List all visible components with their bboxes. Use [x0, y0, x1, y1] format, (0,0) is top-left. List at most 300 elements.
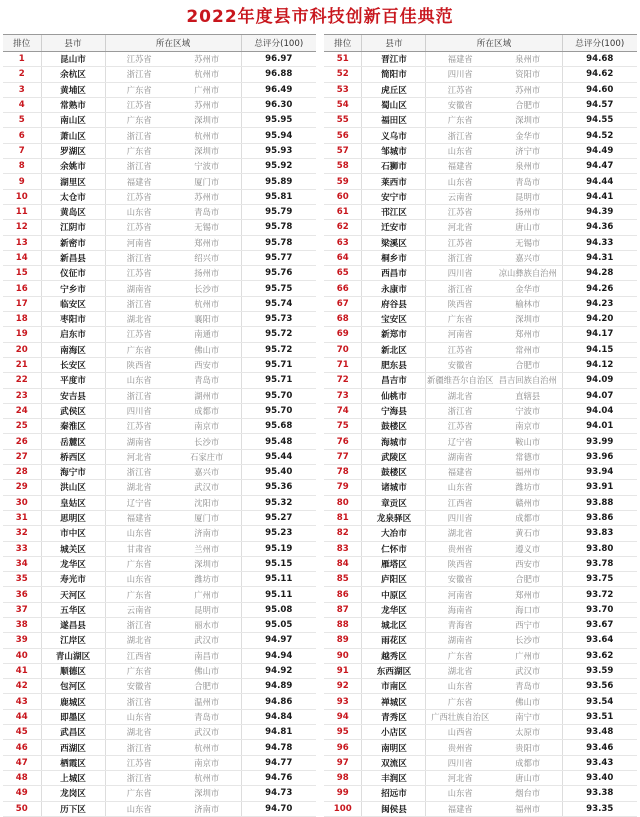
city-cell: 杭州市 — [173, 740, 241, 755]
rank-cell: 63 — [324, 235, 362, 250]
header-region: 所在区域 — [105, 35, 241, 52]
rank-cell: 15 — [3, 266, 41, 281]
county-name-cell: 洪山区 — [41, 480, 105, 495]
header-rank: 排位 — [3, 35, 41, 52]
rank-cell: 77 — [324, 449, 362, 464]
score-cell: 94.89 — [241, 679, 316, 694]
city-cell: 沈阳市 — [173, 495, 241, 510]
score-cell: 95.23 — [241, 526, 316, 541]
city-cell: 贵阳市 — [494, 740, 562, 755]
table-row — [3, 113, 316, 128]
table-row — [3, 204, 316, 219]
city-cell: 直辖县 — [494, 388, 562, 403]
province-cell: 江西省 — [105, 648, 173, 663]
county-name-cell: 常熟市 — [41, 97, 105, 112]
rank-cell: 8 — [3, 159, 41, 174]
province-cell: 广东省 — [426, 312, 494, 327]
county-name-cell: 新昌县 — [41, 250, 105, 265]
city-cell: 嘉兴市 — [173, 465, 241, 480]
county-name-cell: 庐阳区 — [362, 572, 426, 587]
province-cell: 山西省 — [426, 725, 494, 740]
table-row — [324, 97, 637, 112]
province-cell: 河北省 — [426, 770, 494, 785]
table-row — [324, 572, 637, 587]
city-cell: 南通市 — [173, 327, 241, 342]
table-row — [324, 67, 637, 82]
table-row — [3, 602, 316, 617]
table-row — [3, 67, 316, 82]
header-score: 总评分(100) — [562, 35, 637, 52]
city-cell: 厦门市 — [173, 174, 241, 189]
county-name-cell: 新密市 — [41, 235, 105, 250]
rank-cell: 69 — [324, 327, 362, 342]
city-cell: 合肥市 — [494, 357, 562, 372]
province-cell: 湖南省 — [426, 633, 494, 648]
score-cell: 94.23 — [562, 296, 637, 311]
table-row — [324, 648, 637, 663]
province-cell: 江苏省 — [105, 189, 173, 204]
province-cell: 山东省 — [426, 143, 494, 158]
county-name-cell: 包河区 — [41, 679, 105, 694]
score-cell: 93.70 — [562, 602, 637, 617]
city-cell: 西宁市 — [494, 617, 562, 632]
table-row — [3, 786, 316, 801]
table-row — [324, 189, 637, 204]
score-cell: 93.43 — [562, 755, 637, 770]
city-cell: 广州市 — [173, 587, 241, 602]
city-cell: 青岛市 — [494, 679, 562, 694]
table-row — [324, 725, 637, 740]
city-cell: 无锡市 — [494, 235, 562, 250]
score-cell: 94.77 — [241, 755, 316, 770]
province-cell: 浙江省 — [105, 465, 173, 480]
county-name-cell: 南海区 — [41, 342, 105, 357]
rank-cell: 48 — [3, 770, 41, 785]
rank-cell: 12 — [3, 220, 41, 235]
table-row — [3, 480, 316, 495]
table-row — [3, 449, 316, 464]
rank-cell: 59 — [324, 174, 362, 189]
table-row — [324, 617, 637, 632]
county-name-cell: 余姚市 — [41, 159, 105, 174]
score-cell: 93.62 — [562, 648, 637, 663]
score-cell: 93.35 — [562, 801, 637, 816]
score-cell: 95.68 — [241, 419, 316, 434]
county-name-cell: 福田区 — [362, 113, 426, 128]
rank-cell: 34 — [3, 556, 41, 571]
rank-cell: 22 — [3, 373, 41, 388]
rank-cell: 44 — [3, 709, 41, 724]
ranking-table-left — [3, 34, 316, 817]
rank-cell: 17 — [3, 296, 41, 311]
province-cell: 山东省 — [426, 174, 494, 189]
ranking-tables — [3, 34, 637, 815]
table-row — [324, 633, 637, 648]
city-cell: 榆林市 — [494, 296, 562, 311]
rank-cell: 31 — [3, 510, 41, 525]
table-row — [3, 327, 316, 342]
county-name-cell: 遂昌县 — [41, 617, 105, 632]
score-cell: 95.44 — [241, 449, 316, 464]
table-row — [324, 801, 637, 816]
province-cell: 广东省 — [105, 663, 173, 678]
county-name-cell: 思明区 — [41, 510, 105, 525]
province-cell: 广东省 — [105, 143, 173, 158]
province-cell: 湖北省 — [105, 480, 173, 495]
rank-cell: 37 — [3, 602, 41, 617]
rank-cell: 40 — [3, 648, 41, 663]
province-cell: 广西壮族自治区 — [426, 709, 494, 724]
table-row — [324, 602, 637, 617]
province-cell: 福建省 — [105, 174, 173, 189]
page-title: 2022年度县市科技创新百佳典范 — [186, 7, 454, 27]
city-cell: 昌吉回族自治州 — [494, 373, 562, 388]
rank-cell: 70 — [324, 342, 362, 357]
province-cell: 山东省 — [105, 801, 173, 816]
city-cell: 武汉市 — [173, 480, 241, 495]
score-cell: 93.80 — [562, 541, 637, 556]
rank-cell: 87 — [324, 602, 362, 617]
city-cell: 金华市 — [494, 281, 562, 296]
table-row — [324, 526, 637, 541]
score-cell: 94.55 — [562, 113, 637, 128]
header-name: 县市 — [362, 35, 426, 52]
province-cell: 山东省 — [105, 373, 173, 388]
rank-cell: 21 — [3, 357, 41, 372]
score-cell: 94.12 — [562, 357, 637, 372]
table-header-row — [3, 35, 316, 52]
score-cell: 94.84 — [241, 709, 316, 724]
rank-cell: 80 — [324, 495, 362, 510]
score-cell: 93.54 — [562, 694, 637, 709]
table-row — [3, 770, 316, 785]
score-cell: 94.57 — [562, 97, 637, 112]
province-cell: 江苏省 — [426, 342, 494, 357]
table-row — [3, 572, 316, 587]
header-name: 县市 — [41, 35, 105, 52]
rank-cell: 32 — [3, 526, 41, 541]
rank-cell: 56 — [324, 128, 362, 143]
score-cell: 94.81 — [241, 725, 316, 740]
score-cell: 93.56 — [562, 679, 637, 694]
city-cell: 太原市 — [494, 725, 562, 740]
county-name-cell: 城北区 — [362, 617, 426, 632]
rank-cell: 18 — [3, 312, 41, 327]
city-cell: 苏州市 — [173, 189, 241, 204]
score-cell: 95.11 — [241, 572, 316, 587]
city-cell: 成都市 — [173, 403, 241, 418]
rank-cell: 68 — [324, 312, 362, 327]
rank-cell: 81 — [324, 510, 362, 525]
score-cell: 93.86 — [562, 510, 637, 525]
county-name-cell: 仁怀市 — [362, 541, 426, 556]
score-cell: 94.70 — [241, 801, 316, 816]
rank-cell: 9 — [3, 174, 41, 189]
city-cell: 深圳市 — [173, 143, 241, 158]
province-cell: 安徽省 — [105, 679, 173, 694]
county-name-cell: 湖里区 — [41, 174, 105, 189]
table-row — [3, 281, 316, 296]
score-cell: 93.75 — [562, 572, 637, 587]
table-row — [3, 403, 316, 418]
score-cell: 94.07 — [562, 388, 637, 403]
rank-cell: 71 — [324, 357, 362, 372]
rank-cell: 23 — [3, 388, 41, 403]
rank-cell: 73 — [324, 388, 362, 403]
table-row — [324, 403, 637, 418]
table-row — [324, 174, 637, 189]
county-name-cell: 龙华区 — [362, 602, 426, 617]
score-cell: 93.91 — [562, 480, 637, 495]
score-cell: 94.62 — [562, 67, 637, 82]
county-name-cell: 肥东县 — [362, 357, 426, 372]
table-row — [3, 174, 316, 189]
table-row — [3, 648, 316, 663]
county-name-cell: 邗江区 — [362, 204, 426, 219]
score-cell: 94.44 — [562, 174, 637, 189]
county-name-cell: 梁溪区 — [362, 235, 426, 250]
rank-cell: 61 — [324, 204, 362, 219]
city-cell: 昆明市 — [494, 189, 562, 204]
province-cell: 陕西省 — [105, 357, 173, 372]
table-row — [3, 97, 316, 112]
table-row — [324, 128, 637, 143]
county-name-cell: 永康市 — [362, 281, 426, 296]
province-cell: 广东省 — [105, 82, 173, 97]
city-cell: 潍坊市 — [173, 572, 241, 587]
city-cell: 襄阳市 — [173, 312, 241, 327]
rank-cell: 16 — [3, 281, 41, 296]
table-row — [324, 235, 637, 250]
county-name-cell: 长安区 — [41, 357, 105, 372]
city-cell: 杭州市 — [173, 67, 241, 82]
county-name-cell: 寿光市 — [41, 572, 105, 587]
score-cell: 95.74 — [241, 296, 316, 311]
table-row — [324, 510, 637, 525]
table-row — [3, 220, 316, 235]
score-cell: 95.32 — [241, 495, 316, 510]
rank-cell: 14 — [3, 250, 41, 265]
score-cell: 96.49 — [241, 82, 316, 97]
table-row — [324, 663, 637, 678]
score-cell: 94.15 — [562, 342, 637, 357]
county-name-cell: 昆山市 — [41, 52, 105, 67]
county-name-cell: 青山湖区 — [41, 648, 105, 663]
score-cell: 93.88 — [562, 495, 637, 510]
county-name-cell: 城关区 — [41, 541, 105, 556]
table-row — [3, 357, 316, 372]
table-row — [3, 189, 316, 204]
county-name-cell: 黄岛区 — [41, 204, 105, 219]
rank-cell: 39 — [3, 633, 41, 648]
score-cell: 95.94 — [241, 128, 316, 143]
province-cell: 湖北省 — [105, 633, 173, 648]
province-cell: 河北省 — [105, 449, 173, 464]
county-name-cell: 五华区 — [41, 602, 105, 617]
rank-cell: 60 — [324, 189, 362, 204]
county-name-cell: 黄埔区 — [41, 82, 105, 97]
table-row — [324, 465, 637, 480]
province-cell: 湖北省 — [426, 663, 494, 678]
table-row — [324, 204, 637, 219]
province-cell: 陕西省 — [426, 556, 494, 571]
county-name-cell: 海城市 — [362, 434, 426, 449]
county-name-cell: 顺德区 — [41, 663, 105, 678]
county-name-cell: 简阳市 — [362, 67, 426, 82]
table-row — [3, 235, 316, 250]
city-cell: 赣州市 — [494, 495, 562, 510]
city-cell: 济南市 — [173, 526, 241, 541]
city-cell: 长沙市 — [173, 281, 241, 296]
province-cell: 云南省 — [105, 602, 173, 617]
city-cell: 武汉市 — [173, 633, 241, 648]
rank-cell: 24 — [3, 403, 41, 418]
city-cell: 合肥市 — [173, 679, 241, 694]
county-name-cell: 蜀山区 — [362, 97, 426, 112]
province-cell: 江苏省 — [426, 204, 494, 219]
province-cell: 安徽省 — [426, 97, 494, 112]
city-cell: 青岛市 — [494, 174, 562, 189]
province-cell: 湖北省 — [426, 526, 494, 541]
score-cell: 93.99 — [562, 434, 637, 449]
city-cell: 苏州市 — [173, 52, 241, 67]
province-cell: 甘肃省 — [105, 541, 173, 556]
province-cell: 四川省 — [426, 510, 494, 525]
table-row — [324, 434, 637, 449]
rank-cell: 100 — [324, 801, 362, 816]
score-cell: 93.94 — [562, 465, 637, 480]
county-name-cell: 太仓市 — [41, 189, 105, 204]
rank-cell: 64 — [324, 250, 362, 265]
rank-cell: 57 — [324, 143, 362, 158]
province-cell: 浙江省 — [426, 403, 494, 418]
table-row — [3, 801, 316, 816]
rank-cell: 38 — [3, 617, 41, 632]
table-row — [3, 725, 316, 740]
ranking-table-right — [324, 34, 637, 817]
province-cell: 广东省 — [105, 342, 173, 357]
rank-cell: 91 — [324, 663, 362, 678]
province-cell: 四川省 — [105, 403, 173, 418]
score-cell: 95.95 — [241, 113, 316, 128]
table-row — [324, 342, 637, 357]
table-row — [324, 541, 637, 556]
score-cell: 95.11 — [241, 587, 316, 602]
table-row — [3, 159, 316, 174]
province-cell: 海南省 — [426, 602, 494, 617]
province-cell: 湖北省 — [105, 725, 173, 740]
province-cell: 福建省 — [426, 159, 494, 174]
rank-cell: 72 — [324, 373, 362, 388]
score-cell: 95.48 — [241, 434, 316, 449]
county-name-cell: 雨花区 — [362, 633, 426, 648]
city-cell: 济宁市 — [494, 143, 562, 158]
score-cell: 93.72 — [562, 587, 637, 602]
city-cell: 福州市 — [494, 465, 562, 480]
province-cell: 浙江省 — [105, 740, 173, 755]
county-name-cell: 西昌市 — [362, 266, 426, 281]
table-row — [3, 694, 316, 709]
score-cell: 96.30 — [241, 97, 316, 112]
rank-cell: 82 — [324, 526, 362, 541]
rank-cell: 29 — [3, 480, 41, 495]
county-name-cell: 平度市 — [41, 373, 105, 388]
table-row — [3, 740, 316, 755]
province-cell: 浙江省 — [105, 67, 173, 82]
county-name-cell: 章贡区 — [362, 495, 426, 510]
county-name-cell: 大冶市 — [362, 526, 426, 541]
county-name-cell: 越秀区 — [362, 648, 426, 663]
city-cell: 资阳市 — [494, 67, 562, 82]
city-cell: 杭州市 — [173, 128, 241, 143]
city-cell: 绍兴市 — [173, 250, 241, 265]
rank-cell: 3 — [3, 82, 41, 97]
province-cell: 福建省 — [105, 510, 173, 525]
score-cell: 94.41 — [562, 189, 637, 204]
table-row — [3, 587, 316, 602]
score-cell: 95.15 — [241, 556, 316, 571]
table-row — [3, 510, 316, 525]
city-cell: 南宁市 — [494, 709, 562, 724]
city-cell: 深圳市 — [173, 113, 241, 128]
score-cell: 94.47 — [562, 159, 637, 174]
rank-cell: 52 — [324, 67, 362, 82]
city-cell: 长沙市 — [494, 633, 562, 648]
score-cell: 95.72 — [241, 327, 316, 342]
province-cell: 湖南省 — [105, 434, 173, 449]
province-cell: 河南省 — [105, 235, 173, 250]
score-cell: 94.09 — [562, 373, 637, 388]
province-cell: 辽宁省 — [426, 434, 494, 449]
county-name-cell: 雁塔区 — [362, 556, 426, 571]
province-cell: 山东省 — [105, 526, 173, 541]
county-name-cell: 岳麓区 — [41, 434, 105, 449]
score-cell: 95.05 — [241, 617, 316, 632]
city-cell: 常德市 — [494, 449, 562, 464]
county-name-cell: 栖霞区 — [41, 755, 105, 770]
county-name-cell: 市南区 — [362, 679, 426, 694]
score-cell: 93.51 — [562, 709, 637, 724]
score-cell: 94.39 — [562, 204, 637, 219]
rank-cell: 53 — [324, 82, 362, 97]
province-cell: 山东省 — [426, 679, 494, 694]
score-cell: 95.70 — [241, 388, 316, 403]
table-row — [3, 617, 316, 632]
county-name-cell: 青秀区 — [362, 709, 426, 724]
score-cell: 95.19 — [241, 541, 316, 556]
province-cell: 江苏省 — [426, 235, 494, 250]
province-cell: 湖南省 — [105, 281, 173, 296]
table-row — [3, 296, 316, 311]
city-cell: 遵义市 — [494, 541, 562, 556]
city-cell: 扬州市 — [494, 204, 562, 219]
county-name-cell: 鹿城区 — [41, 694, 105, 709]
province-cell: 江苏省 — [105, 266, 173, 281]
province-cell: 广东省 — [105, 786, 173, 801]
city-cell: 泉州市 — [494, 159, 562, 174]
province-cell: 安徽省 — [426, 357, 494, 372]
table-row — [3, 465, 316, 480]
province-cell: 陕西省 — [426, 296, 494, 311]
rank-cell: 76 — [324, 434, 362, 449]
rank-cell: 27 — [3, 449, 41, 464]
county-name-cell: 禅城区 — [362, 694, 426, 709]
city-cell: 郑州市 — [173, 235, 241, 250]
score-cell: 95.70 — [241, 403, 316, 418]
city-cell: 丽水市 — [173, 617, 241, 632]
city-cell: 烟台市 — [494, 786, 562, 801]
city-cell: 凉山彝族自治州 — [494, 266, 562, 281]
